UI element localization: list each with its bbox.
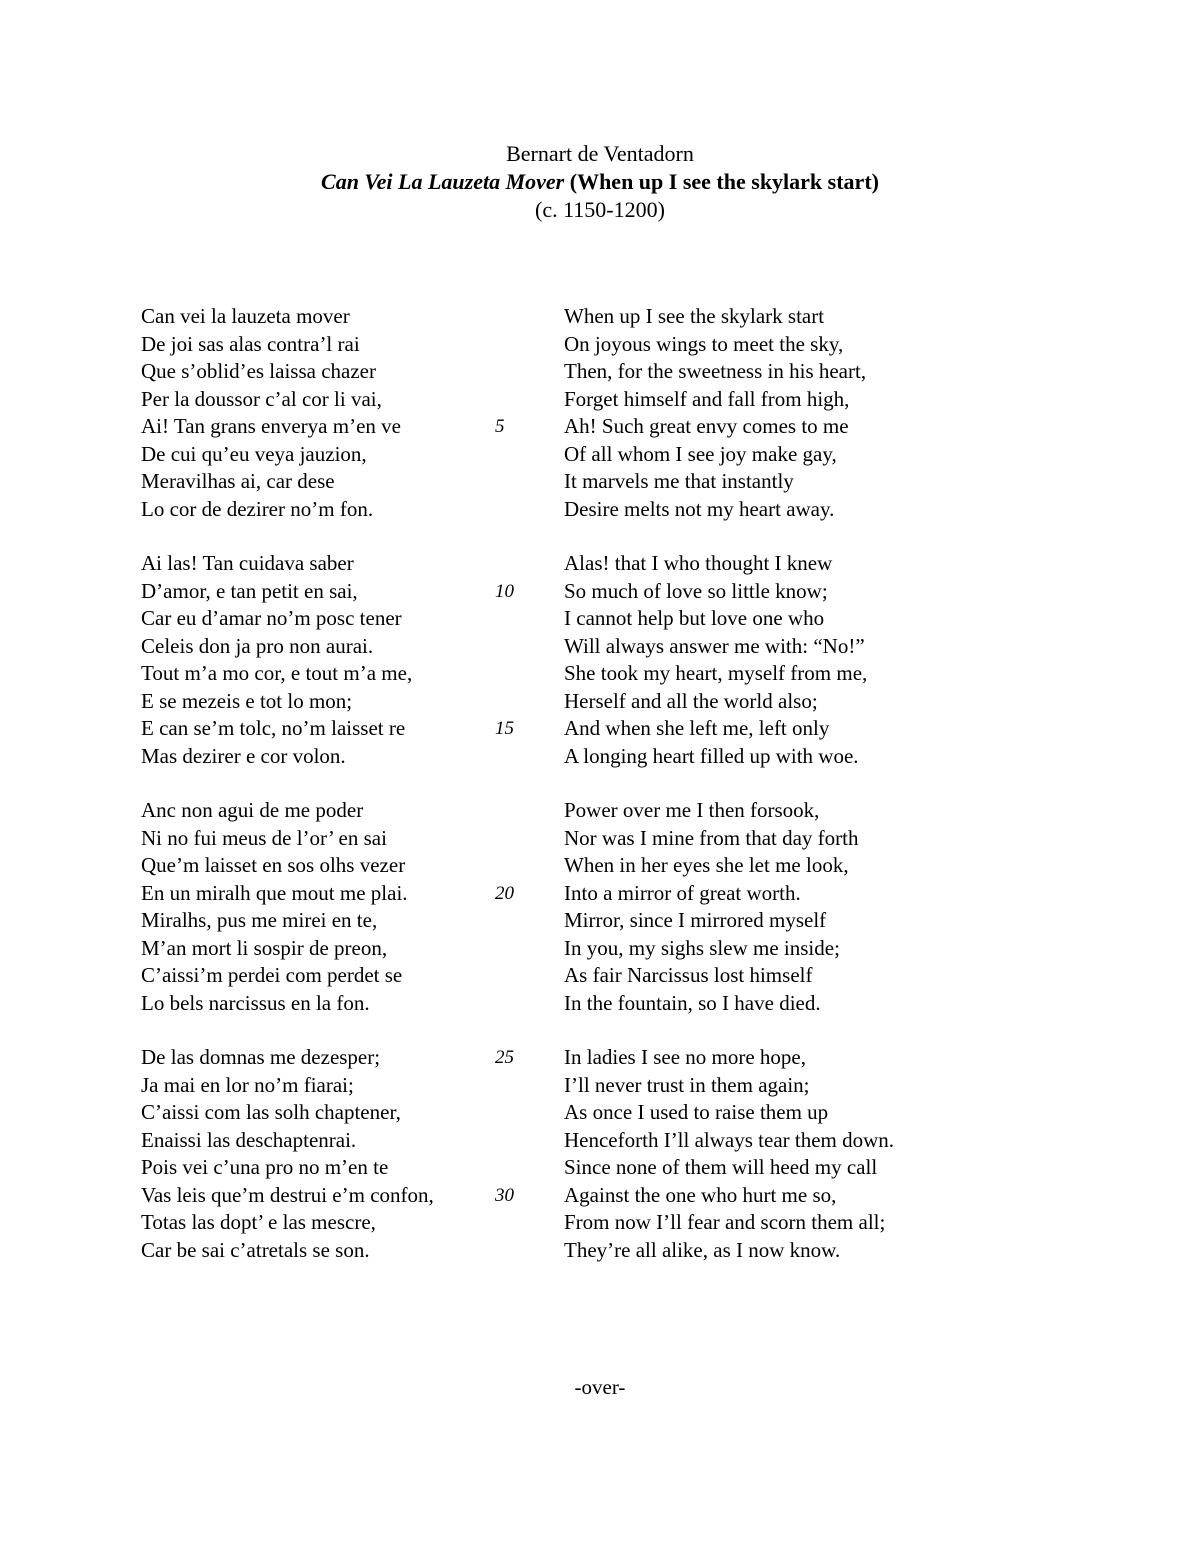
translation-line: Against the one who hurt me so,: [564, 1182, 837, 1207]
author-name: Bernart de Ventadorn: [506, 141, 694, 166]
original-line: D’amor, e tan petit en sai,: [141, 578, 358, 603]
translation-line: Desire melts not my heart away.: [564, 496, 835, 521]
original-line: Ni no fui meus de l’or’ en sai: [141, 825, 387, 850]
original-line: E se mezeis e tot lo mon;: [141, 688, 353, 713]
original-line: Anc non agui de me poder: [141, 798, 364, 822]
stanza-gap: [0, 523, 1200, 550]
poem-line: [0, 715, 1200, 743]
line-number: 15: [495, 718, 514, 739]
poem-line: [0, 605, 1200, 633]
translation-line: Then, for the sweetness in his heart,: [564, 359, 867, 383]
poem-line: [0, 1182, 1200, 1210]
line-number: 20: [495, 882, 514, 904]
page-footer: -over-: [574, 1375, 626, 1399]
original-line: Que s’oblid’es laissa chazer: [141, 359, 376, 383]
original-line: Pois vei c’una pro no m’en te: [141, 1155, 389, 1179]
original-line: Lo cor de dezirer no’m fon.: [141, 496, 374, 521]
original-line: Per la doussor c’al cor li vai,: [141, 386, 382, 411]
poem-line: [0, 441, 1200, 469]
translation-line: Mirror, since I mirrored myself: [564, 908, 827, 932]
poem-line: [0, 825, 1200, 853]
poem-title: [0, 168, 1200, 196]
translation-line: I cannot help but love one who: [564, 606, 825, 630]
poem-line: [0, 303, 1200, 331]
poem-line: [0, 962, 1200, 990]
translation-line: And when she left me, left only: [564, 716, 830, 740]
translation-line: Henceforth I’ll always tear them down.: [564, 1127, 895, 1152]
stanza-gap: [0, 1017, 1200, 1044]
poem-line: [0, 935, 1200, 963]
translation-line: In ladies I see no more hope,: [564, 1045, 807, 1069]
poem-line: [0, 468, 1200, 496]
poem-line: [0, 496, 1200, 524]
poem-line: [0, 358, 1200, 386]
original-line: Ai! Tan grans enverya m’en ve: [141, 414, 401, 438]
stanza: [0, 797, 1200, 1017]
translation-line: A longing heart filled up with woe.: [564, 743, 859, 768]
poem-line: [0, 1209, 1200, 1237]
original-line: Enaissi las deschaptenrai.: [141, 1127, 357, 1152]
poem-line: [0, 852, 1200, 880]
stanza: [0, 303, 1200, 523]
translation-line: As fair Narcissus lost himself: [564, 963, 813, 987]
original-line: Car eu d’amar no’m posc tener: [141, 606, 402, 630]
translation-line: When up I see the skylark start: [564, 304, 825, 328]
poem-line: [0, 633, 1200, 661]
original-line: De joi sas alas contra’l rai: [141, 331, 360, 356]
poem-line: [0, 413, 1200, 441]
translation-line: I’ll never trust in them again;: [564, 1072, 810, 1097]
original-line: C’aissi com las solh chaptener,: [141, 1100, 401, 1124]
poem-line: [0, 550, 1200, 578]
stanza-gap: [0, 770, 1200, 797]
original-line: Can vei la lauzeta mover: [141, 304, 350, 328]
poem-line: [0, 1154, 1200, 1182]
translation-line: Nor was I mine from that day forth: [564, 825, 859, 850]
poem-line: [0, 990, 1200, 1018]
poem-line: [0, 688, 1200, 716]
original-line: De las domnas me dezesper;: [141, 1045, 381, 1069]
original-line: En un miralh que mout me plai.: [141, 880, 408, 905]
original-line: Ai las! Tan cuidava saber: [141, 551, 354, 575]
poem-line: [0, 1127, 1200, 1155]
line-number: 5: [495, 416, 505, 437]
line-number: 10: [495, 580, 514, 602]
translation-line: In the fountain, so I have died.: [564, 990, 821, 1015]
original-line: E can se’m tolc, no’m laisset re: [141, 716, 406, 740]
translation-line: So much of love so little know;: [564, 578, 828, 603]
original-line: Ja mai en lor no’m fiarai;: [141, 1072, 354, 1097]
poem-line: [0, 1044, 1200, 1072]
poem-line: [0, 660, 1200, 688]
translation-line: Power over me I then forsook,: [564, 798, 820, 822]
translation-line: Herself and all the world also;: [564, 688, 818, 713]
document-header: [0, 140, 1200, 224]
translation-line: Alas! that I who thought I knew: [564, 551, 833, 575]
poem-line: [0, 907, 1200, 935]
poem-line: [0, 1237, 1200, 1265]
translation-line: Forget himself and fall from high,: [564, 386, 850, 411]
translation-line: When in her eyes she let me look,: [564, 853, 849, 877]
poem-line: [0, 1072, 1200, 1100]
translation-line: In you, my sighs slew me inside;: [564, 935, 840, 960]
translation-line: They’re all alike, as I now know.: [564, 1237, 841, 1262]
original-line: Meravilhas ai, car dese: [141, 469, 335, 493]
original-line: Que’m laisset en sos olhs vezer: [141, 853, 406, 877]
poem-line: [0, 1099, 1200, 1127]
original-line: De cui qu’eu veya jauzion,: [141, 441, 367, 466]
poem-date: (c. 1150-1200): [535, 197, 665, 222]
line-number: 30: [495, 1184, 514, 1206]
poem-line: [0, 797, 1200, 825]
poem-body: [0, 303, 1200, 1264]
translation-line: From now I’ll fear and scorn them all;: [564, 1210, 886, 1234]
original-line: Mas dezirer e cor volon.: [141, 743, 346, 768]
poem-line: [0, 578, 1200, 606]
translation-line: On joyous wings to meet the sky,: [564, 331, 844, 356]
original-line: Car be sai c’atretals se son.: [141, 1237, 370, 1262]
original-line: C’aissi’m perdei com perdet se: [141, 963, 403, 987]
translation-line: Into a mirror of great worth.: [564, 880, 801, 905]
original-line: Vas leis que’m destrui e’m confon,: [141, 1182, 434, 1207]
translation-line: As once I used to raise them up: [564, 1100, 829, 1124]
poem-line: [0, 331, 1200, 359]
translation-line: She took my heart, myself from me,: [564, 661, 868, 685]
original-line: Celeis don ja pro non aurai.: [141, 633, 374, 658]
title-original: Can Vei La Lauzeta Mover: [321, 169, 565, 194]
stanza: [0, 1044, 1200, 1264]
stanza: [0, 550, 1200, 770]
poem-line: [0, 743, 1200, 771]
original-line: Tout m’a mo cor, e tout m’a me,: [141, 661, 413, 685]
original-line: Totas las dopt’ e las mescre,: [141, 1210, 376, 1234]
translation-line: It marvels me that instantly: [564, 469, 794, 493]
title-translation: (When up I see the skylark start): [569, 169, 879, 194]
translation-line: Will always answer me with: “No!”: [564, 633, 865, 658]
original-line: M’an mort li sospir de preon,: [141, 935, 388, 960]
line-number: 25: [495, 1047, 514, 1068]
translation-line: Ah! Such great envy comes to me: [564, 414, 849, 438]
poem-line: [0, 386, 1200, 414]
translation-line: Since none of them will heed my call: [564, 1155, 878, 1179]
original-line: Miralhs, pus me mirei en te,: [141, 908, 378, 932]
original-line: Lo bels narcissus en la fon.: [141, 990, 370, 1015]
translation-line: Of all whom I see joy make gay,: [564, 441, 837, 466]
poem-line: [0, 880, 1200, 908]
